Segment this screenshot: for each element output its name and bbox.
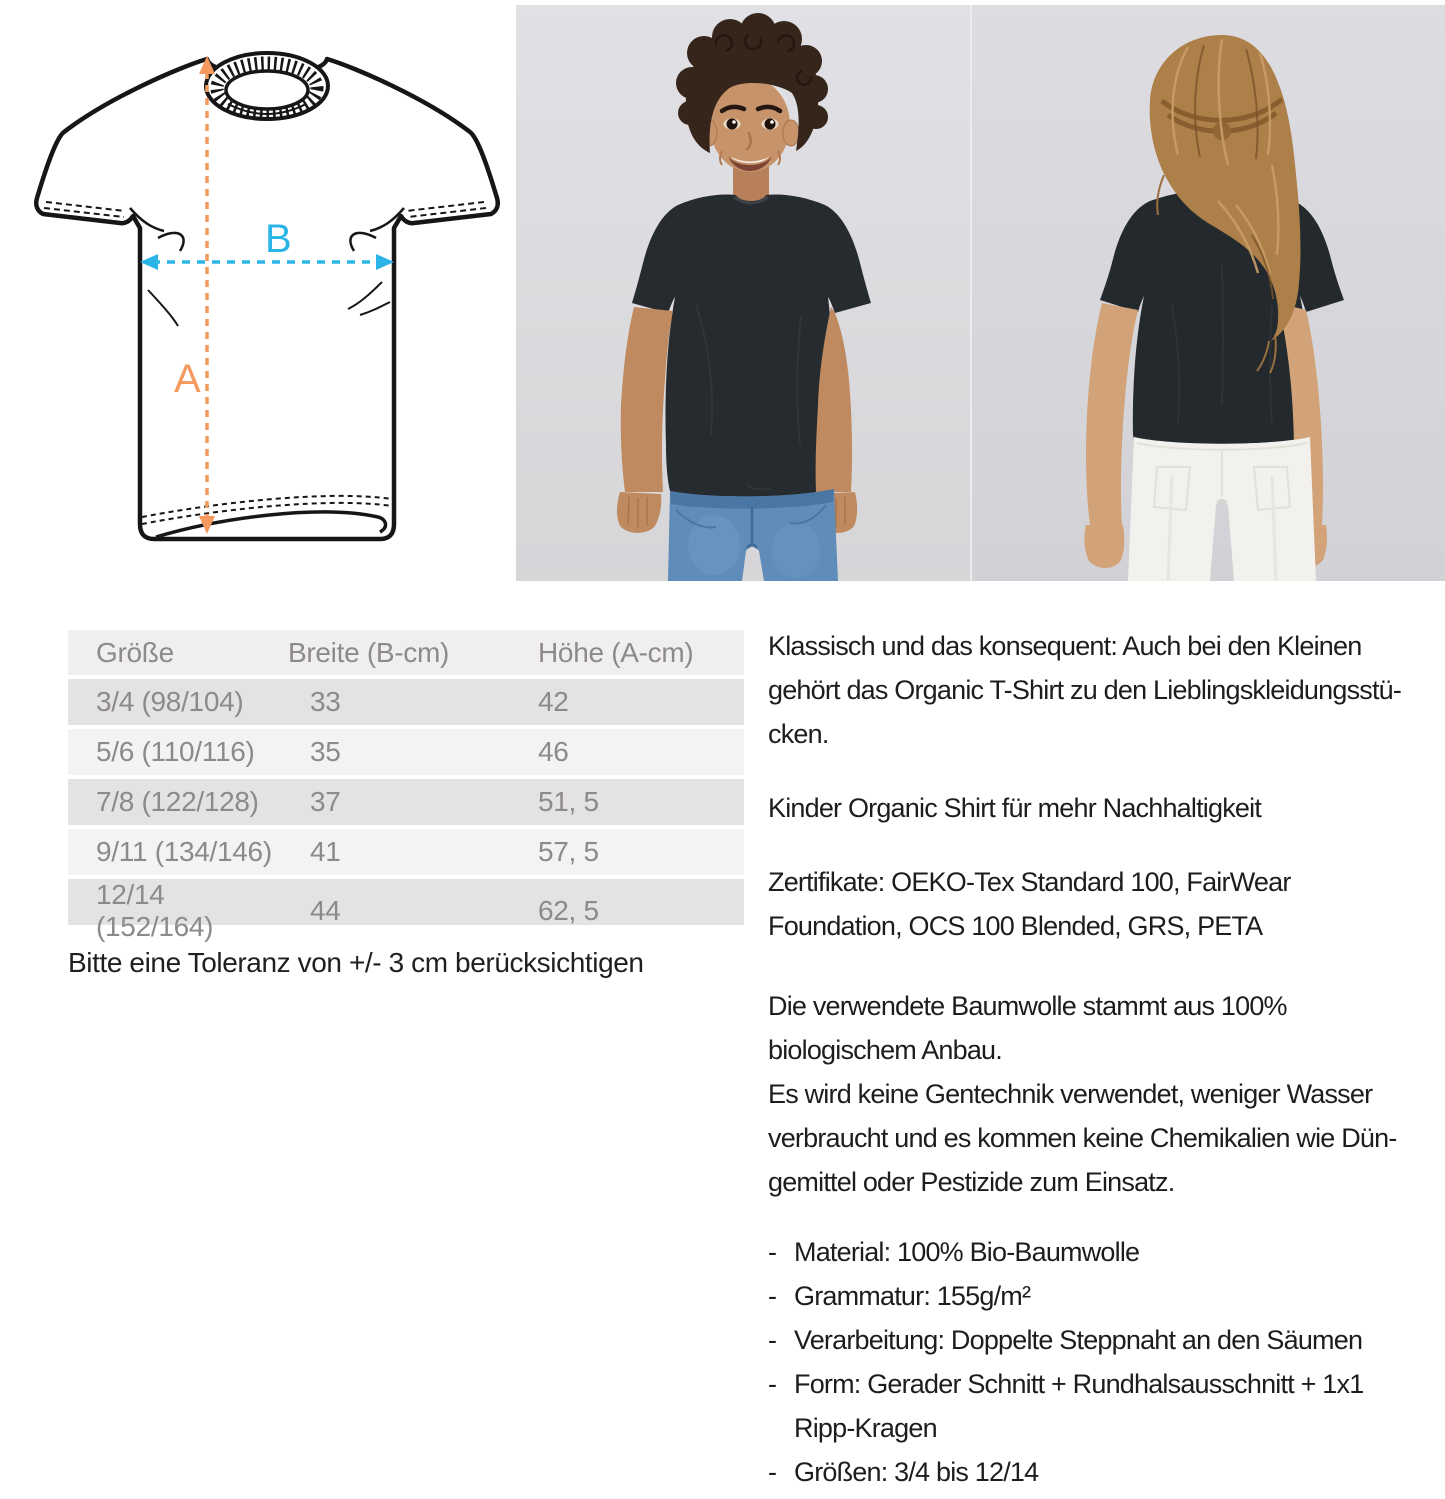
list-item xyxy=(768,1362,1438,1450)
text-line: Kinder Organic Shirt für mehr Nachhaltigkeit xyxy=(768,793,1262,823)
table-row xyxy=(68,829,744,875)
product-description xyxy=(768,624,1438,1494)
cell-height: 46 xyxy=(538,736,569,767)
cell-width: 41 xyxy=(310,836,341,867)
text-line: Grammatur: 155g/m² xyxy=(794,1281,1031,1311)
text-line: gehört das Organic T-Shirt zu den Lieblingskleidungsstü- xyxy=(768,675,1402,705)
product-photos xyxy=(516,5,1445,581)
bullet-dash-icon: - xyxy=(768,1369,777,1399)
cell-height: 51, 5 xyxy=(538,786,599,817)
model-front-photo xyxy=(516,5,970,581)
text-line: Foundation, OCS 100 Blended, GRS, PETA xyxy=(768,911,1263,941)
table-row xyxy=(68,729,744,775)
tolerance-note: Bitte eine Toleranz von +/- 3 cm berücksichtigen xyxy=(68,947,644,978)
table-row xyxy=(68,679,744,725)
intro-paragraph xyxy=(768,624,1438,756)
text-line: gemittel oder Pestizide zum Einsatz. xyxy=(768,1167,1175,1197)
cell-size: 5/6 (110/116) xyxy=(96,736,255,767)
table-row xyxy=(68,779,744,825)
text-line: Ripp-Kragen xyxy=(794,1413,937,1443)
spec-list xyxy=(768,1230,1438,1494)
size-table xyxy=(68,630,744,942)
bullet-dash-icon: - xyxy=(768,1237,777,1267)
list-item xyxy=(768,1230,1438,1274)
cotton-paragraph xyxy=(768,984,1438,1204)
bullet-dash-icon: - xyxy=(768,1457,777,1487)
tshirt-outline xyxy=(36,59,498,539)
col-header-height: Höhe (A-cm) xyxy=(538,636,694,668)
text-line: cken. xyxy=(768,719,829,749)
table-row xyxy=(68,879,744,942)
certificates-paragraph xyxy=(768,860,1438,948)
bullet-dash-icon: - xyxy=(768,1325,777,1355)
model-back-photo xyxy=(972,5,1445,581)
cell-height: 42 xyxy=(538,686,569,717)
cell-size: 3/4 (98/104) xyxy=(96,686,244,717)
cell-width: 35 xyxy=(310,736,341,767)
label-b: B xyxy=(265,217,292,261)
col-header-width: Breite (B-cm) xyxy=(288,636,449,668)
text-line: Form: Gerader Schnitt + Rundhalsausschnitt + 1x1 xyxy=(794,1369,1364,1399)
cell-width: 33 xyxy=(310,686,341,717)
text-line: verbraucht und es kommen keine Chemikalien wie Dün- xyxy=(768,1123,1397,1153)
cell-height: 57, 5 xyxy=(538,836,599,867)
text-line: Verarbeitung: Doppelte Steppnaht an den Säumen xyxy=(794,1325,1363,1355)
cell-width: 44 xyxy=(310,895,341,926)
cell-size: 9/11 (134/146) xyxy=(96,836,272,867)
col-header-size: Größe xyxy=(96,636,174,668)
text-line: Es wird keine Gentechnik verwendet, weniger Wasser xyxy=(768,1079,1373,1109)
label-a: A xyxy=(174,357,201,401)
cell-size: 12/14 (152/164) xyxy=(96,879,214,942)
text-line: Material: 100% Bio-Baumwolle xyxy=(794,1237,1140,1267)
list-item xyxy=(768,1450,1438,1494)
cell-size: 7/8 (122/128) xyxy=(96,786,259,817)
cell-width: 37 xyxy=(310,786,341,817)
tshirt-measurement-diagram xyxy=(30,40,500,560)
text-line: Die verwendete Baumwolle stammt aus 100% xyxy=(768,991,1287,1021)
text-line: Größen: 3/4 bis 12/14 xyxy=(794,1457,1039,1487)
text-line: Zertifikate: OEKO-Tex Standard 100, FairWear xyxy=(768,867,1291,897)
collar xyxy=(206,53,328,119)
text-line: Klassisch und das konsequent: Auch bei den Kleinen xyxy=(768,631,1362,661)
text-line: biologischem Anbau. xyxy=(768,1035,1002,1065)
cell-height: 62, 5 xyxy=(538,895,599,926)
bullet-dash-icon: - xyxy=(768,1281,777,1311)
sustainability-subtitle xyxy=(768,786,1438,830)
list-item xyxy=(768,1274,1438,1318)
size-table-header xyxy=(68,630,744,675)
list-item xyxy=(768,1318,1438,1362)
